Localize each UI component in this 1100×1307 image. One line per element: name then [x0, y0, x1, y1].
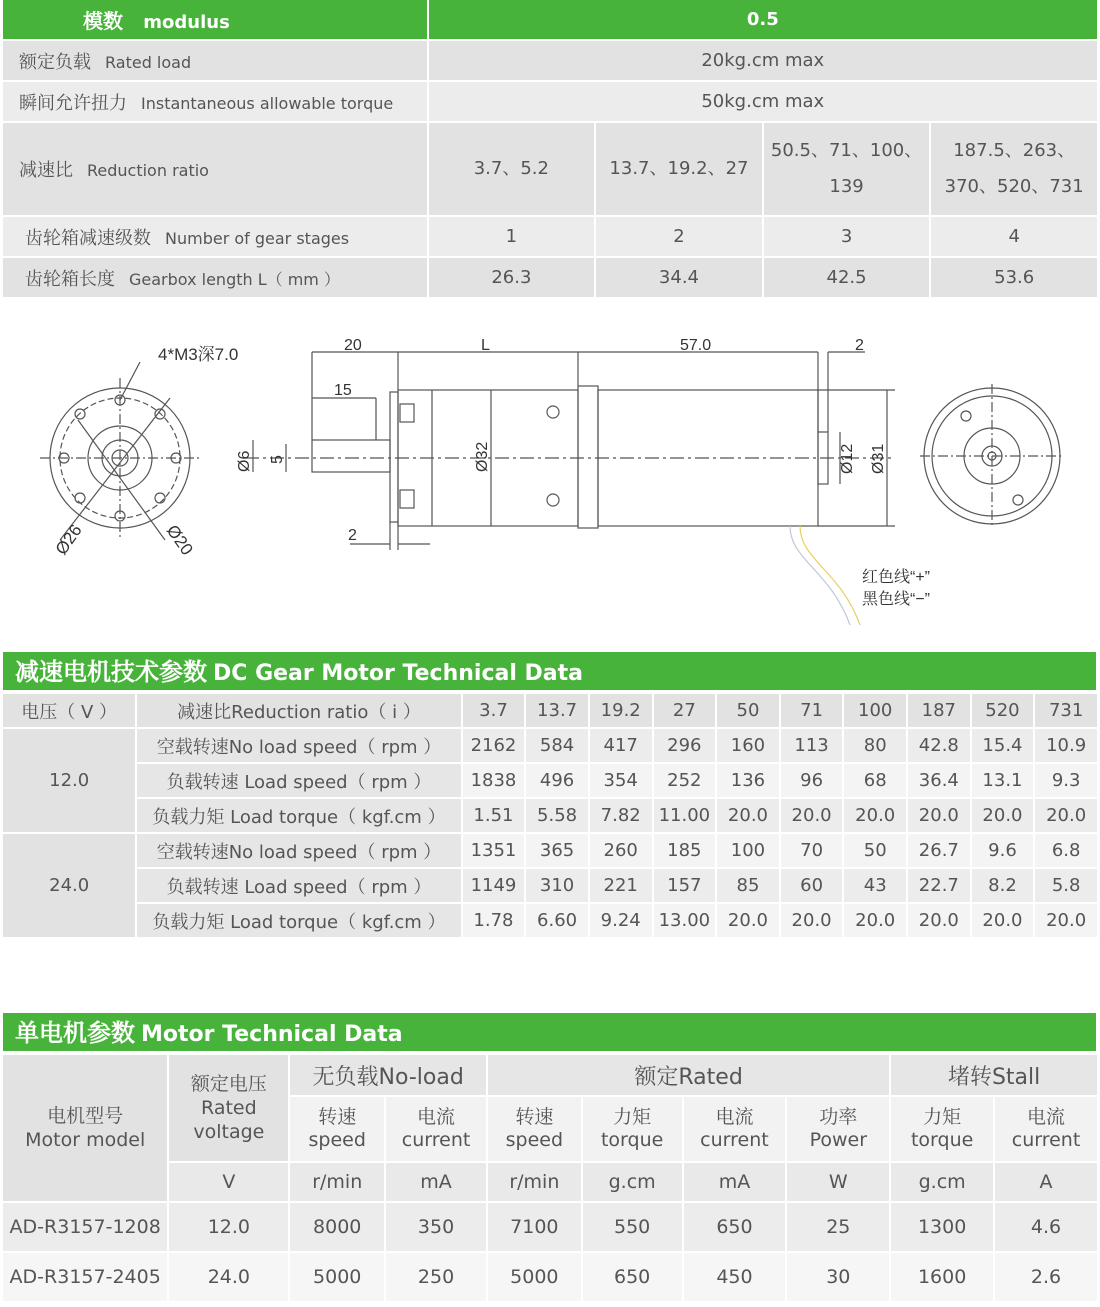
- data-cell: 25: [787, 1203, 889, 1251]
- inst-torque-label: 瞬间允许扭力 Instantaneous allowable torque: [3, 82, 427, 121]
- sub-header: 转速 speed: [290, 1097, 384, 1161]
- data-cell: 30: [787, 1253, 889, 1301]
- data-cell: 80: [844, 729, 906, 762]
- unit-cell: r/min: [290, 1163, 384, 1201]
- data-cell: 70: [781, 834, 843, 867]
- data-cell: 22.7: [908, 869, 970, 902]
- data-cell: 20.0: [717, 904, 779, 937]
- ratio-cell: 3.7、5.2: [429, 123, 595, 215]
- ratio-col: 731: [1035, 694, 1097, 727]
- data-cell: 20.0: [717, 799, 779, 832]
- data-cell: 365: [526, 834, 588, 867]
- data-cell: 496: [526, 764, 588, 797]
- table-row: [3, 1253, 1097, 1301]
- data-cell: 43: [844, 869, 906, 902]
- data-cell: 42.8: [908, 729, 970, 762]
- data-cell: 550: [583, 1203, 682, 1251]
- data-cell: 417: [590, 729, 652, 762]
- data-cell: 185: [654, 834, 716, 867]
- gear-motor-table: [1, 692, 1099, 939]
- rated-load-value: 20kg.cm max: [429, 41, 1097, 80]
- data-cell: 1.51: [463, 799, 525, 832]
- param-label: 空载转速No load speed（ rpm ）: [137, 834, 460, 867]
- hole-note: 4*M3深7.0: [158, 345, 239, 364]
- data-cell: 7100: [488, 1203, 581, 1251]
- sub-header: 功率 Power: [787, 1097, 889, 1161]
- unit-cell: V: [169, 1163, 288, 1201]
- data-cell: 1300: [891, 1203, 993, 1251]
- data-cell: 26.7: [908, 834, 970, 867]
- table-row: [3, 869, 1097, 902]
- ratio-col: 71: [781, 694, 843, 727]
- ratio-col: 100: [844, 694, 906, 727]
- data-cell: 20.0: [844, 799, 906, 832]
- rated-header: 额定Rated: [488, 1055, 889, 1095]
- stall-header: 堵转Stall: [891, 1055, 1097, 1095]
- data-cell: 136: [717, 764, 779, 797]
- table-row: [3, 799, 1097, 832]
- data-cell: 10.9: [1035, 729, 1097, 762]
- param-label: 空载转速No load speed（ rpm ）: [137, 729, 460, 762]
- ratio-cell: 13.7、19.2、27: [596, 123, 762, 215]
- data-cell: 350: [386, 1203, 486, 1251]
- ratio-col: 19.2: [590, 694, 652, 727]
- voltage-header: 额定电压 Rated voltage: [169, 1055, 288, 1161]
- data-cell: 100: [717, 834, 779, 867]
- stages-label: 齿轮箱减速级数 Number of gear stages: [3, 217, 427, 256]
- dim-15: 15: [334, 382, 352, 399]
- data-cell: 20.0: [972, 799, 1034, 832]
- data-cell: 8.2: [972, 869, 1034, 902]
- table-row: [3, 729, 1097, 762]
- data-cell: 6.60: [526, 904, 588, 937]
- dim-phi32: Ø32: [474, 441, 491, 472]
- front-dia-2: Ø20: [162, 521, 197, 559]
- table-row: [3, 1203, 1097, 1251]
- modulus-value: 0.5: [429, 0, 1097, 39]
- data-cell: 260: [590, 834, 652, 867]
- data-cell: 296: [654, 729, 716, 762]
- unit-cell: g.cm: [583, 1163, 682, 1201]
- data-cell: 6.8: [1035, 834, 1097, 867]
- sub-header: 力矩 torque: [583, 1097, 682, 1161]
- data-cell: 310: [526, 869, 588, 902]
- data-cell: 60: [781, 869, 843, 902]
- data-cell: 113: [781, 729, 843, 762]
- unit-cell: W: [787, 1163, 889, 1201]
- data-cell: 9.3: [1035, 764, 1097, 797]
- model-header: 电机型号 Motor model: [3, 1055, 167, 1201]
- length-label: 齿轮箱长度 Gearbox length L（ mm ）: [3, 258, 427, 297]
- dim-phi6: Ø6: [236, 450, 253, 472]
- data-cell: 250: [386, 1253, 486, 1301]
- data-cell: 1600: [891, 1253, 993, 1301]
- ratio-col: 187: [908, 694, 970, 727]
- noload-header: 无负载No-load: [290, 1055, 486, 1095]
- model-cell: AD-R3157-1208: [3, 1203, 167, 1251]
- motor-section-title: 单电机参数 Motor Technical Data: [3, 1013, 1096, 1051]
- table-row: [3, 764, 1097, 797]
- data-cell: 354: [590, 764, 652, 797]
- motor-table: [1, 1053, 1099, 1303]
- data-cell: 24.0: [169, 1253, 288, 1301]
- data-cell: 584: [526, 729, 588, 762]
- rear-view: [920, 384, 1064, 528]
- data-cell: 20.0: [908, 799, 970, 832]
- ratio-col: 50: [717, 694, 779, 727]
- data-cell: 85: [717, 869, 779, 902]
- data-cell: 2.6: [995, 1253, 1097, 1301]
- stages-cell: 4: [931, 217, 1097, 256]
- data-cell: 20.0: [1035, 799, 1097, 832]
- unit-cell: mA: [684, 1163, 786, 1201]
- front-view: [40, 362, 200, 540]
- data-cell: 13.00: [654, 904, 716, 937]
- data-cell: 20.0: [844, 904, 906, 937]
- data-cell: 650: [684, 1203, 786, 1251]
- data-cell: 5.8: [1035, 869, 1097, 902]
- data-cell: 5000: [290, 1253, 384, 1301]
- dim-2-top: 2: [855, 337, 864, 354]
- voltage-cell: 24.0: [3, 834, 135, 937]
- sub-header: 电流 current: [995, 1097, 1097, 1161]
- dim-phi31: Ø31: [870, 443, 887, 474]
- length-cell: 26.3: [429, 258, 595, 297]
- dim-5: 5: [269, 455, 286, 464]
- data-cell: 50: [844, 834, 906, 867]
- model-cell: AD-R3157-2405: [3, 1253, 167, 1301]
- unit-cell: mA: [386, 1163, 486, 1201]
- data-cell: 2162: [463, 729, 525, 762]
- ratio-col: 3.7: [463, 694, 525, 727]
- dim-L: L: [481, 337, 490, 354]
- voltage-header: 电压（ V ）: [3, 694, 135, 727]
- length-cell: 53.6: [931, 258, 1097, 297]
- stages-cell: 1: [429, 217, 595, 256]
- data-cell: 20.0: [781, 799, 843, 832]
- inst-torque-value: 50kg.cm max: [429, 82, 1097, 121]
- data-cell: 252: [654, 764, 716, 797]
- unit-cell: g.cm: [891, 1163, 993, 1201]
- ratio-cell: 187.5、263、 370、520、731: [931, 123, 1097, 215]
- voltage-cell: 12.0: [3, 729, 135, 832]
- data-cell: 5000: [488, 1253, 581, 1301]
- data-cell: 20.0: [1035, 904, 1097, 937]
- data-cell: 1149: [463, 869, 525, 902]
- gear-motor-section-title: 减速电机技术参数 DC Gear Motor Technical Data: [3, 652, 1096, 690]
- data-cell: 20.0: [972, 904, 1034, 937]
- modulus-label: 模数 modulus: [3, 0, 427, 39]
- data-cell: 1.78: [463, 904, 525, 937]
- ratio-col: 13.7: [526, 694, 588, 727]
- data-cell: 96: [781, 764, 843, 797]
- data-cell: 9.24: [590, 904, 652, 937]
- black-wire-label: 黑色线“−”: [862, 591, 931, 608]
- data-cell: 221: [590, 869, 652, 902]
- data-cell: 15.4: [972, 729, 1034, 762]
- data-cell: 13.1: [972, 764, 1034, 797]
- unit-cell: A: [995, 1163, 1097, 1201]
- ratio-label: 减速比 Reduction ratio: [3, 123, 427, 215]
- data-cell: 36.4: [908, 764, 970, 797]
- length-cell: 42.5: [764, 258, 930, 297]
- unit-cell: r/min: [488, 1163, 581, 1201]
- data-cell: 68: [844, 764, 906, 797]
- table-row: [3, 834, 1097, 867]
- ratio-col: 27: [654, 694, 716, 727]
- stages-cell: 2: [596, 217, 762, 256]
- data-cell: 5.58: [526, 799, 588, 832]
- length-cell: 34.4: [596, 258, 762, 297]
- stages-cell: 3: [764, 217, 930, 256]
- data-cell: 450: [684, 1253, 786, 1301]
- sub-header: 转速 speed: [488, 1097, 581, 1161]
- param-label: 负载转速 Load speed（ rpm ）: [137, 869, 460, 902]
- data-cell: 1351: [463, 834, 525, 867]
- dim-57: 57.0: [680, 337, 712, 354]
- data-cell: 160: [717, 729, 779, 762]
- param-label: 负载力矩 Load torque（ kgf.cm ）: [137, 799, 460, 832]
- data-cell: 4.6: [995, 1203, 1097, 1251]
- dim-20: 20: [344, 337, 362, 354]
- sub-header: 电流 current: [386, 1097, 486, 1161]
- table-row: [3, 904, 1097, 937]
- ratio-header: 减速比Reduction ratio（ i ）: [137, 694, 460, 727]
- front-dia-1: Ø26: [51, 521, 86, 559]
- data-cell: 650: [583, 1253, 682, 1301]
- data-cell: 8000: [290, 1203, 384, 1251]
- gearbox-spec-table: [1, 0, 1099, 299]
- ratio-col: 520: [972, 694, 1034, 727]
- ratio-cell: 50.5、71、100、 139: [764, 123, 930, 215]
- param-label: 负载转速 Load speed（ rpm ）: [137, 764, 460, 797]
- data-cell: 9.6: [972, 834, 1034, 867]
- sub-header: 力矩 torque: [891, 1097, 993, 1161]
- data-cell: 12.0: [169, 1203, 288, 1251]
- data-cell: 20.0: [908, 904, 970, 937]
- technical-drawing: [0, 318, 1100, 648]
- red-wire-label: 红色线“+”: [862, 569, 931, 586]
- data-cell: 11.00: [654, 799, 716, 832]
- data-cell: 20.0: [781, 904, 843, 937]
- dim-phi12: Ø12: [839, 443, 856, 474]
- data-cell: 157: [654, 869, 716, 902]
- rated-load-label: 额定负载 Rated load: [3, 41, 427, 80]
- sub-header: 电流 current: [684, 1097, 786, 1161]
- dim-2-bottom: 2: [348, 527, 357, 544]
- data-cell: 1838: [463, 764, 525, 797]
- data-cell: 7.82: [590, 799, 652, 832]
- param-label: 负载力矩 Load torque（ kgf.cm ）: [137, 904, 460, 937]
